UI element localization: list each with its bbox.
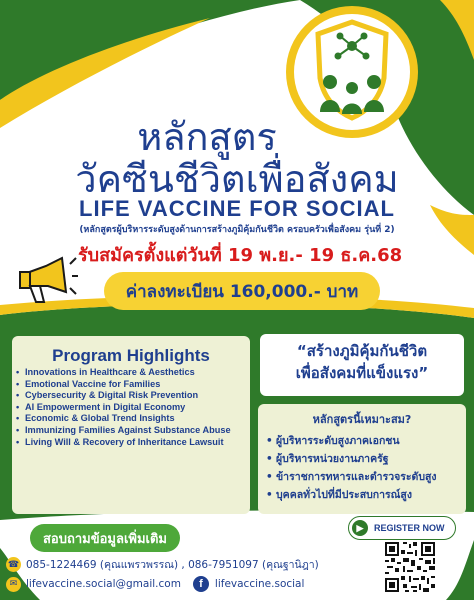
quote-line-1: “สร้างภูมิคุ้มกันชีวิต [296,342,428,360]
phone-icon: ☎ [6,557,21,572]
slogan-quote [260,340,464,384]
email-address[interactable]: lifevaccine.social@gmail.com [26,578,181,590]
title-line-1: หลักสูตร [137,115,277,159]
audience-list [266,432,437,504]
list-item: • Emotional Vaccine for Families [14,379,250,391]
list-item: • ผู้บริหารหน่วยงานภาครัฐ [266,450,437,468]
registration-fee: ค่าลงทะเบียน 160,000.- บาท [104,272,380,310]
highlights-list [14,367,250,448]
register-now-button[interactable] [348,516,456,540]
register-label: REGISTER NOW [374,523,445,533]
list-item: • Cybersecurity & Digital Risk Prevention [14,390,250,402]
registration-dates: รับสมัครตั้งแต่วันที่ 19 พ.ย.- 19 ธ.ค.68 [78,245,403,266]
qr-code[interactable] [383,540,437,594]
list-item: • Immunizing Families Against Substance Abuse [14,425,250,437]
arrow-right-icon: ▶ [352,520,368,536]
list-item: • Economic & Global Trend Insights [14,413,250,425]
title-line-2: วัคซีนชีวิตเพื่อสังคม [75,157,399,201]
facebook-icon: f [193,576,209,592]
email-facebook-row [6,576,304,592]
list-item: • ผู้บริหารระดับสูงภาคเอกชน [266,432,437,450]
contact-info-button[interactable]: สอบถามข้อมูลเพิ่มเติม [30,524,180,552]
phone-numbers[interactable]: 085-1224469 (คุณแพรวพรรณ) , 086-7951097 (คุณฐานิฎา) [26,559,319,571]
megaphone-icon [16,252,78,308]
title-english: LIFE VACCINE FOR SOCIAL [79,196,395,221]
email-icon: ✉ [6,577,21,592]
list-item: • AI Empowerment in Digital Economy [14,402,250,414]
audience-title: หลักสูตรนี้เหมาะสม? [312,413,412,426]
phone-contacts [6,556,319,573]
facebook-page[interactable]: lifevaccine.social [214,578,305,590]
highlights-title: Program Highlights [52,346,210,365]
list-item: • บุคคลทั่วไปที่มีประสบการณ์สูง [266,486,437,504]
list-item: • Living Will & Recovery of Inheritance Lawsuit [14,437,250,449]
quote-line-2: เพื่อสังคมที่แข็งแรง” [295,364,429,382]
list-item: • ข้าราชการทหารและตำรวจระดับสูง [266,468,437,486]
list-item: • Innovations in Healthcare & Aesthetics [14,367,250,379]
program-subtitle: (หลักสูตรผู้บริหารระดับสูงด้านการสร้างภูมิคุ้มกันชีวิต ครอบครัวเพื่อสังคม รุ่นที่ 2) [79,225,395,235]
